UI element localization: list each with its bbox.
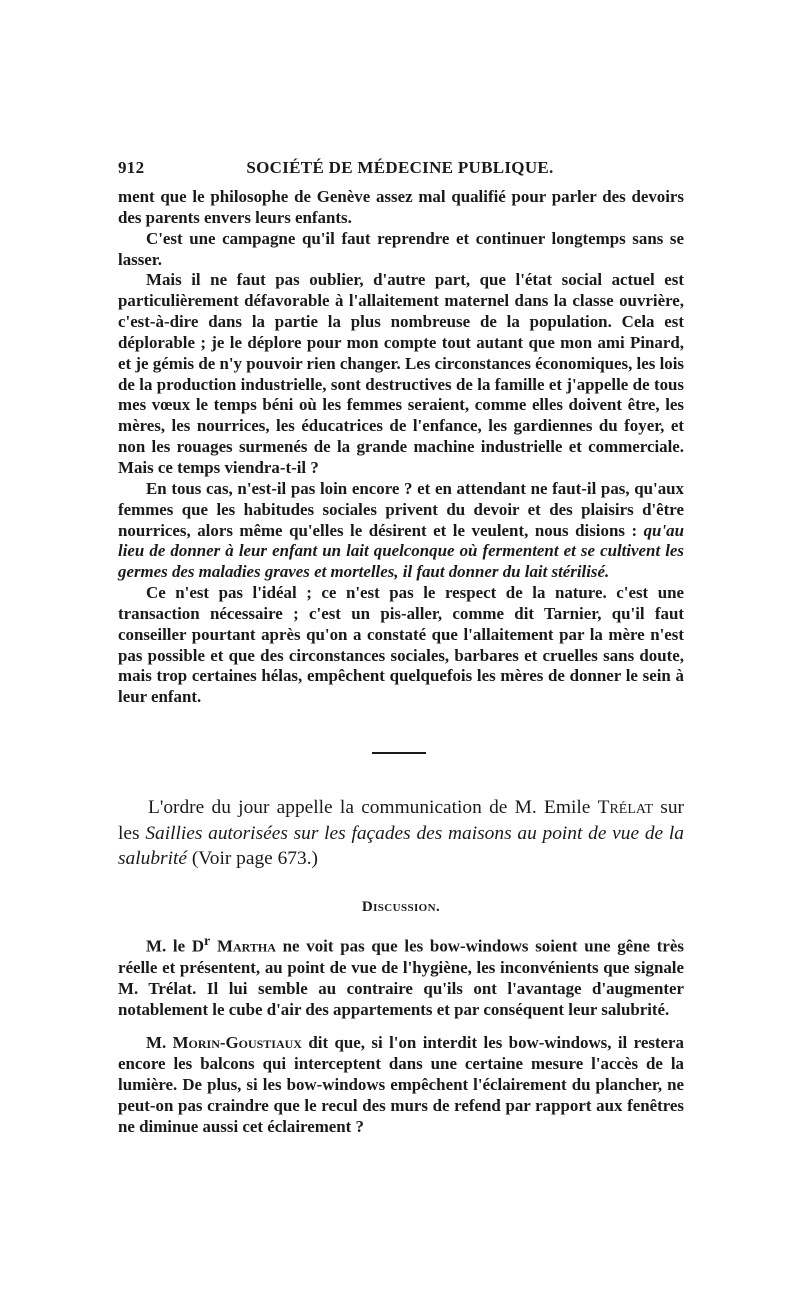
agenda-announcement [118,795,684,872]
speaker-text: dit que, si l'on interdit les bow-windows, il restera encore les balcons qui interceptent dans une certaine mesure l'accès de la lumière. De plus, si les bow-windows empêchent l'éclairement du plancher, ne peut-on pas craindre que le recul des murs de refend par rapport aux fenêtres ne diminue aussi cet éclairement ? [118,1032,684,1136]
speaker-name: Martha [217,936,276,956]
agenda-mid: sur les [118,797,684,844]
paragraph: ment que le philosophe de Genève assez mal qualifié pour parler des devoirs des parents envers leurs enfants. [118,187,684,227]
agenda-topic: Saillies autorisées sur les façades des maisons au point de vue de la salubrité [118,822,684,869]
discussion-text [118,931,684,1137]
paragraph-text: En tous cas, n'est-il pas loin encore ? et en attendant ne faut-il pas, qu'aux femmes que les habitudes sociales privent du devoir et des plaisirs d'être nourrices, alors même qu'elles le désirent et le veulent, nous disions : [118,478,684,540]
emphasized-text: qu'au lieu de donner à leur enfant un lait quelconque où fermentent et se cultivent les germes des maladies graves et mortelles, il faut donner du lait stérilisé. [118,520,684,582]
agenda-paragraph [118,795,684,872]
page-number: 912 [118,158,145,177]
speaker-prefix: M. le D [146,936,205,956]
agenda-intro: L'ordre du jour appelle la communication de M. Emile [148,797,591,818]
discussion-heading: Discussion. [361,899,441,915]
title-superscript: r [204,933,211,949]
discussion-paragraph [118,931,684,1020]
paragraph: Mais il ne faut pas oublier, d'autre part, que l'état social actuel est particulièrement défavorable à l'allaitement maternel dans la classe ouvrière, c'est-à-dire dans la partie la plus nombreuse de la population. Cela est déplorable ; je le déplore pour mon compte tout autant que mon ami Pinard, et je gémis de n'y pouvoir rien changer. Les circonstances économiques, les lois de la production industrielle, sont destructives de la famille et j'appelle de tous mes vœux le temps béni où les femmes seraient, comme elles doivent être, les mères, les nourrices, les éducatrices de l'enfance, les gardiennes du foyer, et non les rouages surmenés de la grande machine industrielle et commerciale. Mais ce temps viendra-t-il ? [118,270,684,477]
discussion-paragraph [118,1032,684,1137]
agenda-reference: (Voir page 673.) [191,848,319,869]
speaker-name: Morin-Goustiaux [172,1032,302,1052]
speaker-text: ne voit pas que les bow-windows soient une gêne très réelle et présentent, au point de vue de l'hygiène, les inconvénients que signale M. Trélat. Il lui semble au contraire qu'ils ont l'avantage d'augmenter notablement le cube d'air des appartements et par conséquent leur salubrité. [118,936,684,1019]
paragraph: Ce n'est pas l'idéal ; ce n'est pas le respect de la nature. c'est une transaction nécessaire ; c'est un pis-aller, comme dit Tarnier, qu'il faut conseiller pourtant après qu'on a constaté que l'allaitement par la mère n'est pas possible et que des circonstances sociales, barbares et cruelles sans doute, mais trop certaines hélas, empêchent quelquefois les mères de donner le sein à leur enfant. [118,583,684,707]
page-header [118,158,682,182]
speech-text [118,187,684,708]
agenda-author: Trélat [597,797,654,818]
paragraph [118,479,684,583]
section-divider [372,752,426,754]
speaker-prefix: M. [146,1032,167,1052]
paragraph: C'est une campagne qu'il faut reprendre et continuer longtemps sans se lasser. [118,228,684,269]
running-title: SOCIÉTÉ DE MÉDECINE PUBLIQUE. [246,158,554,177]
